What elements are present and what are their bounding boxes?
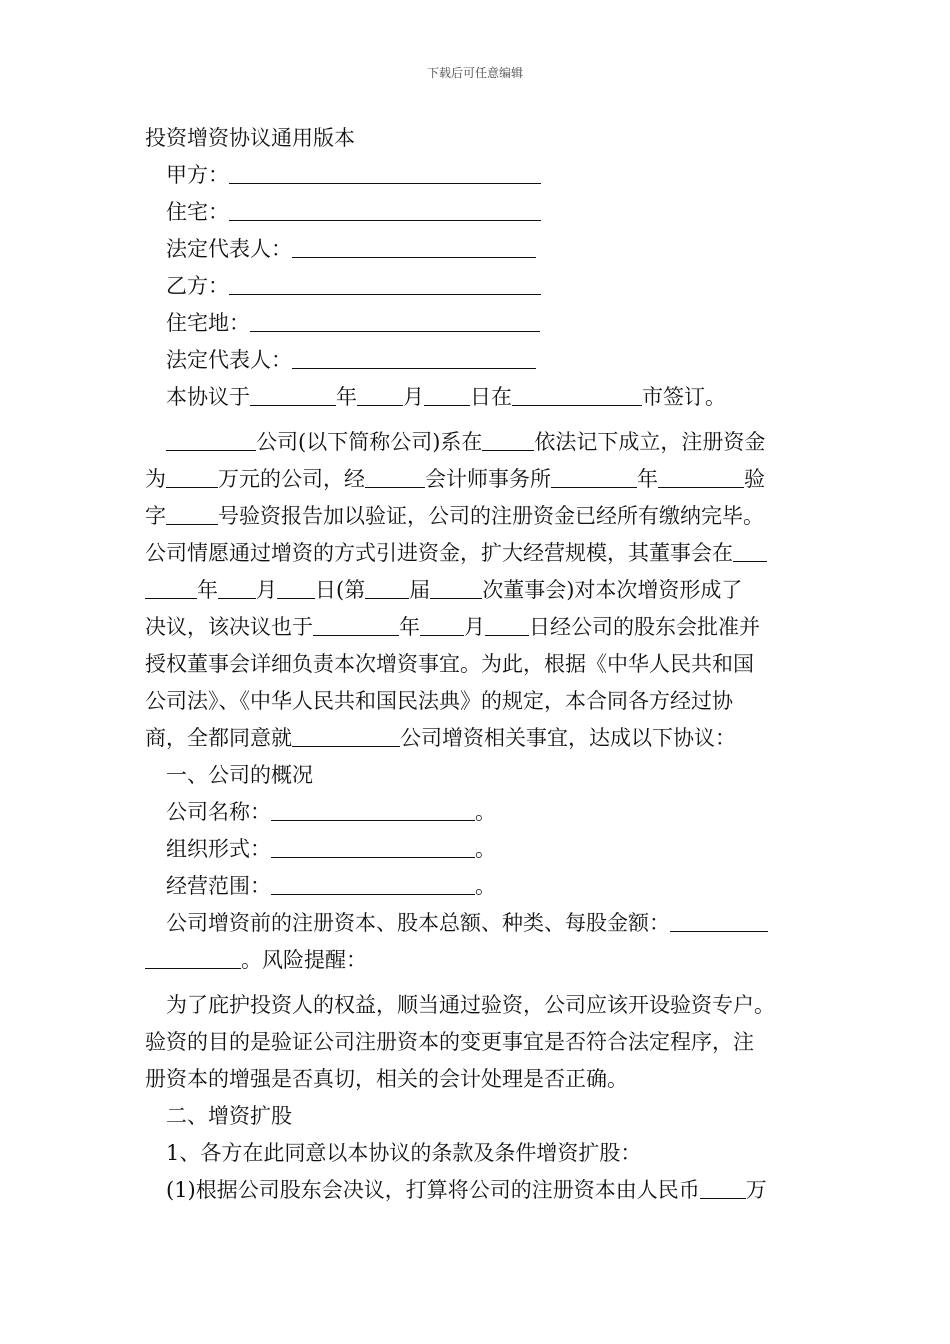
blank (166, 426, 256, 451)
intro-text: 商，全都同意就 (145, 726, 292, 750)
blank (271, 796, 475, 821)
blank (313, 611, 399, 636)
clause-text: 万 (745, 1178, 767, 1202)
blank (512, 381, 642, 406)
intro-text: 届 (409, 578, 431, 602)
section-heading: 一、公司的概况 (166, 763, 313, 787)
blank (700, 1174, 746, 1199)
risk-label-line (145, 942, 810, 979)
blank (277, 574, 315, 599)
legal-rep-b-label: 法定代表人： (166, 348, 292, 372)
sign-date-line (145, 379, 810, 416)
intro-text: 万元的公司，经 (218, 467, 365, 491)
punctuation: 。 (475, 800, 496, 824)
intro-text: 依法记下成立，注册资金 (534, 430, 766, 454)
blank (292, 722, 400, 747)
sign-text: 日在 (470, 385, 512, 409)
intro-text: 号验资报告加以验证，公司的注册资金已经所有缴纳完毕。 (218, 504, 764, 528)
intro-line (145, 720, 810, 757)
org-form-label: 组织形式： (166, 837, 271, 861)
risk-text-line: 为了庇护投资人的权益，顺当通过验资，公司应该开设验资专户。 (166, 993, 775, 1017)
blank (430, 574, 482, 599)
residence-b-blank (250, 307, 540, 332)
blank (658, 463, 744, 488)
blank (271, 833, 475, 858)
business-scope-label: 经营范围： (166, 874, 271, 898)
intro-line (145, 461, 810, 498)
risk-text-line: 册资本的增强是否真切，相关的会计处理是否正确。 (145, 1067, 628, 1091)
blank (420, 611, 464, 636)
document-title: 投资增资协议通用版本 (145, 126, 355, 150)
party-a-line (145, 157, 810, 194)
blank (482, 426, 534, 451)
intro-text: 月 (464, 615, 485, 639)
residence-a-line (145, 194, 810, 231)
intro-line (145, 572, 810, 609)
clause-line: 1、各方在此同意以本协议的条款及条件增资扩股： (166, 1141, 642, 1165)
party-a-blank (229, 159, 541, 184)
clause-text: (1)根据公司股东会决议，打算将公司的注册资本由人民币 (166, 1178, 700, 1202)
intro-text: 公司(以下简称公司)系在 (256, 430, 483, 454)
capital-line (145, 905, 810, 942)
section-heading: 二、增资扩股 (166, 1104, 292, 1128)
intro-text: 会计师事务所 (425, 467, 551, 491)
legal-rep-a-label: 法定代表人： (166, 237, 292, 261)
legal-rep-b-line (145, 342, 810, 379)
blank (424, 381, 470, 406)
intro-text: 年 (399, 615, 420, 639)
blank (271, 870, 475, 895)
blank (733, 537, 767, 562)
capital-label: 公司增资前的注册资本、股本总额、种类、每股金额： (166, 911, 670, 935)
sign-text: 本协议于 (166, 385, 250, 409)
intro-line (145, 424, 810, 461)
residence-b-line (145, 305, 810, 342)
blank (670, 907, 768, 932)
intro-line (145, 609, 810, 646)
blank (250, 381, 336, 406)
intro-text: 月 (256, 578, 277, 602)
intro-text: 公司增资相关事宜，达成以下协议： (400, 726, 736, 750)
intro-line (145, 535, 810, 572)
intro-text: 日经公司的股东会批准并 (529, 615, 760, 639)
punctuation: 。 (475, 837, 496, 861)
intro-text: 日(第 (315, 578, 366, 602)
blank (166, 500, 218, 525)
sign-text: 月 (403, 385, 424, 409)
blank (166, 463, 218, 488)
intro-line (145, 498, 810, 535)
intro-text: 年 (197, 578, 218, 602)
blank (145, 574, 197, 599)
legal-rep-a-blank (292, 233, 536, 258)
blank (145, 944, 241, 969)
blank (365, 463, 425, 488)
legal-rep-b-blank (292, 344, 536, 369)
intro-text: 为 (145, 467, 166, 491)
party-b-line (145, 268, 810, 305)
intro-line: 授权董事会详细负责本次增资事宜。为此，根据《中华人民共和国 (145, 652, 754, 676)
intro-line: 公司法》、《中华人民共和国民法典》的规定，本合同各方经过协 (145, 689, 733, 713)
risk-text-line: 验资的目的是验证公司注册资本的变更事宜是否符合法定程序，注 (145, 1030, 754, 1054)
company-name-line (145, 794, 810, 831)
legal-rep-a-line (145, 231, 810, 268)
sign-text: 年 (336, 385, 357, 409)
clause-line (145, 1172, 810, 1209)
intro-text: 公司情愿通过增资的方式引进资金，扩大经营规模，其董事会在 (145, 541, 733, 565)
org-form-line (145, 831, 810, 868)
sign-text: 市签订。 (642, 385, 726, 409)
blank (357, 381, 403, 406)
intro-text: 决议，该决议也于 (145, 615, 313, 639)
blank (365, 574, 409, 599)
business-scope-line (145, 868, 810, 905)
company-name-label: 公司名称： (166, 800, 271, 824)
blank (485, 611, 529, 636)
intro-text: 年 (637, 467, 658, 491)
residence-a-label: 住宅： (166, 200, 229, 224)
party-a-label: 甲方： (166, 163, 229, 187)
punctuation: 。 (475, 874, 496, 898)
residence-b-label: 住宅地： (166, 311, 250, 335)
residence-a-blank (229, 196, 541, 221)
party-b-blank (229, 270, 541, 295)
intro-text: 次董事会)对本次增资形成了 (482, 578, 743, 602)
intro-text: 验 (744, 467, 765, 491)
intro-text: 字 (145, 504, 166, 528)
document-body (145, 120, 810, 1209)
party-b-label: 乙方： (166, 274, 229, 298)
blank (218, 574, 256, 599)
blank (551, 463, 637, 488)
risk-label: 。风险提醒： (241, 948, 367, 972)
page-header: 下载后可任意编辑 (426, 66, 523, 80)
